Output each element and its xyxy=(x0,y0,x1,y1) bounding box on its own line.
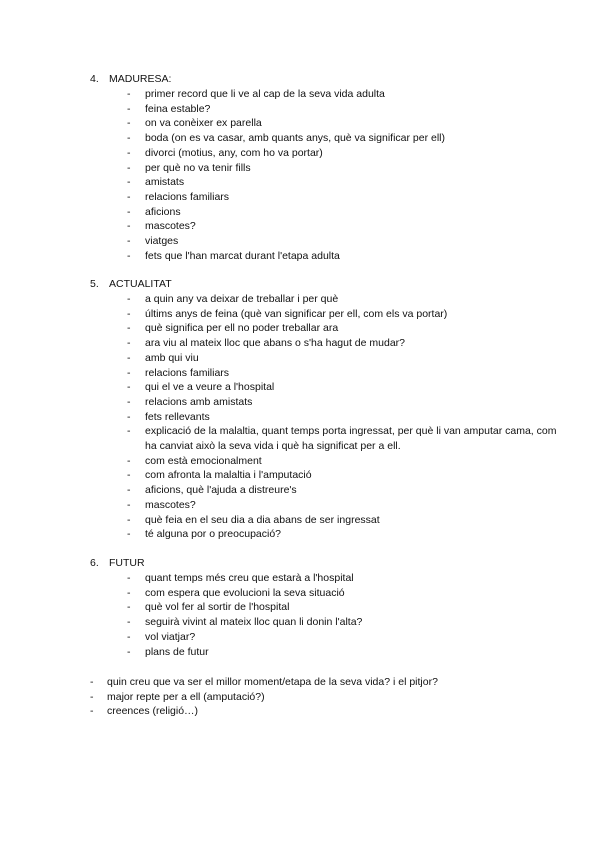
list-item: - divorci (motius, any, com ho va portar) xyxy=(127,146,323,159)
list-item: - explicació de la malaltia, quant temps porta ingressat, per què li van amputar cama, com ha canviat això la seva vida i què ha significat per a ell. xyxy=(127,425,557,452)
section-number: 5. xyxy=(90,278,99,290)
list-item: - quin creu que va ser el millor moment/etapa de la seva vida? i el pitjor? xyxy=(90,676,438,688)
list-item: - relacions familiars xyxy=(127,366,230,379)
list-item: - amb qui viu xyxy=(127,351,199,364)
list-item: - plans de futur xyxy=(127,645,209,658)
section-title: MADURESA: xyxy=(109,73,172,85)
list-item: - boda (on es va casar, amb quants anys, què va significar per ell) xyxy=(127,132,445,145)
list-item: - aficions, què l'ajuda a distreure's xyxy=(127,484,297,497)
list-item: - fets que l'han marcat durant l'etapa adulta xyxy=(127,249,340,262)
list-item: - com està emocionalment xyxy=(127,454,262,467)
section-heading xyxy=(90,277,172,291)
list-item: - feina estable? xyxy=(127,102,211,115)
list-item: - viatges xyxy=(127,235,179,247)
section-heading xyxy=(90,72,171,86)
list-item: - relacions familiars xyxy=(127,190,230,203)
list-item: - fets rellevants xyxy=(127,410,210,423)
list-item: - mascotes? xyxy=(127,498,196,511)
list-item: - mascotes? xyxy=(127,220,196,233)
list-item: - últims anys de feina (què van significar per ell, com els va portar) xyxy=(127,307,448,320)
list-item: - ara viu al mateix lloc que abans o s'ha hagut de mudar? xyxy=(127,337,405,350)
list-item: - aficions xyxy=(127,205,181,218)
section-title: FUTUR xyxy=(109,557,145,569)
list-item: - on va conèixer ex parella xyxy=(127,117,262,130)
list-item: - què vol fer al sortir de l'hospital xyxy=(127,601,290,614)
section-heading xyxy=(90,556,145,570)
list-item: - quant temps més creu que estarà a l'hospital xyxy=(127,572,354,584)
section-number: 4. xyxy=(90,73,99,85)
list-item: - major repte per a ell (amputació?) xyxy=(90,690,265,703)
list-item: - què feia en el seu dia a dia abans de ser ingressat xyxy=(127,513,380,526)
list-item: - té alguna por o preocupació? xyxy=(127,528,282,541)
list-item: - qui el ve a veure a l'hospital xyxy=(127,381,275,394)
list-item: - seguirà vivint al mateix lloc quan li donin l'alta? xyxy=(127,616,363,629)
list-item: - què significa per ell no poder treballar ara xyxy=(127,322,339,335)
list-item: - creences (religió…) xyxy=(90,705,199,718)
list-item: - com afronta la malaltia i l'amputació xyxy=(127,469,312,482)
list-item: - relacions amb amistats xyxy=(127,395,253,408)
section-title: ACTUALITAT xyxy=(109,278,172,290)
list-item: - a quin any va deixar de treballar i per què xyxy=(127,293,339,305)
list-item: - vol viatjar? xyxy=(127,630,196,643)
list-item: - com espera que evolucioni la seva situació xyxy=(127,586,345,599)
list-item: - primer record que li ve al cap de la seva vida adulta xyxy=(127,88,385,100)
list-item: - amistats xyxy=(127,176,185,189)
section-number: 6. xyxy=(90,557,99,569)
list-item: - per què no va tenir fills xyxy=(127,161,251,174)
